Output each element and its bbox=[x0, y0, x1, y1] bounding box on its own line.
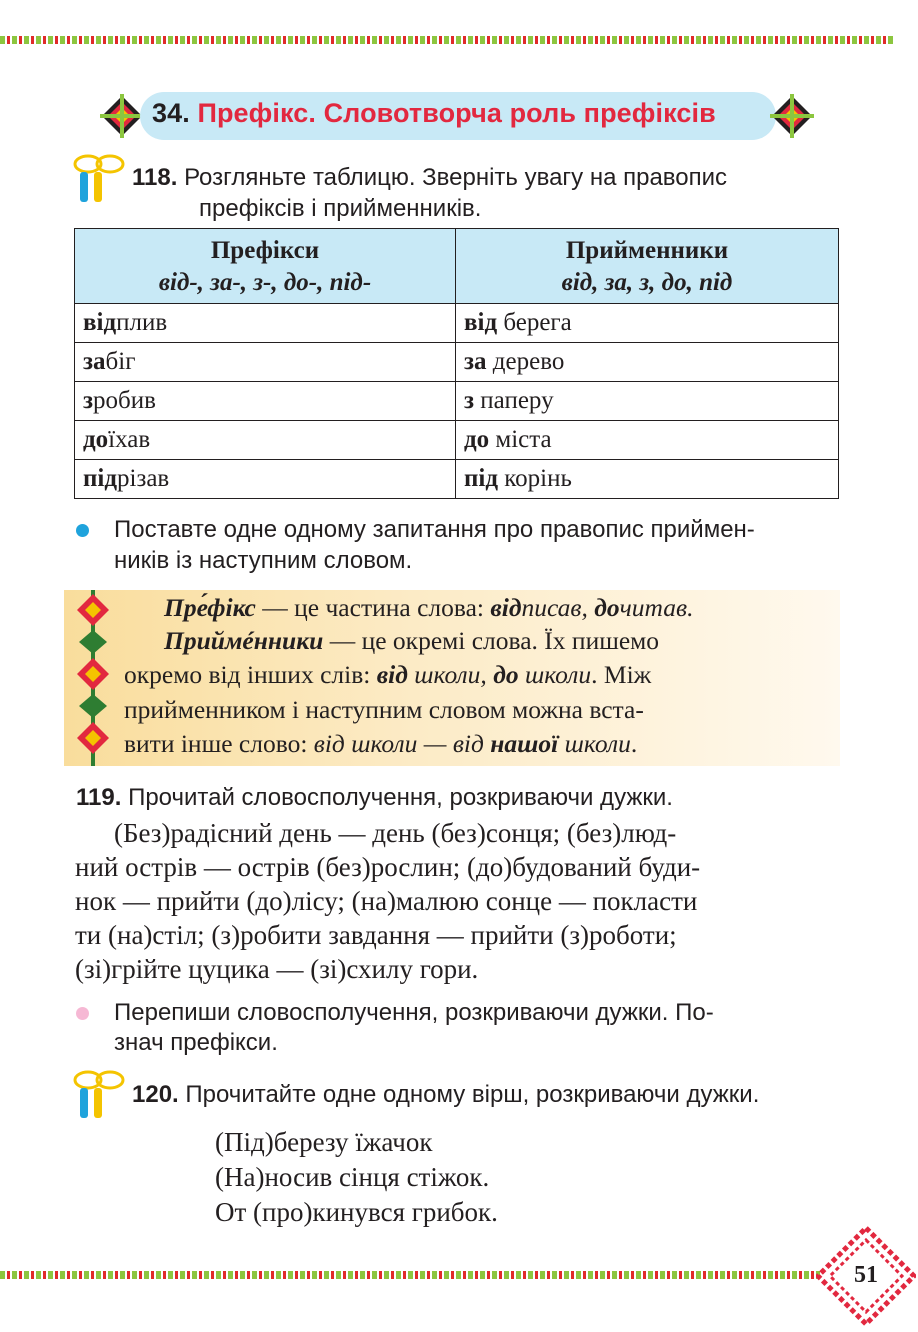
rule-line5: вити інше слово: від школи — від нашої школи. bbox=[124, 729, 638, 758]
ribbon-bow-icon bbox=[72, 1066, 126, 1122]
table-row bbox=[75, 460, 839, 499]
embroidery-column-icon bbox=[72, 590, 114, 766]
table-cell: за дерево bbox=[456, 343, 839, 382]
exercise-119-line: ти (на)стіл; (з)робити завдання — прийти (з)роботи; bbox=[75, 920, 677, 950]
page-number: 51 bbox=[854, 1262, 878, 1288]
table-cell: забіг bbox=[75, 343, 456, 382]
rule-line3: окремо від інших слів: від школи, до школи. Між bbox=[124, 660, 652, 689]
task-119-line2: знач префікси. bbox=[114, 1029, 278, 1056]
top-decorative-border bbox=[0, 36, 895, 44]
prefix-preposition-table bbox=[74, 228, 839, 499]
table-header-prefixes: Префікси від-, за-, з-, до-, під- bbox=[75, 229, 456, 304]
task-119-line1: Перепиши словосполучення, розкриваючи дужки. По- bbox=[114, 999, 714, 1026]
exercise-119-line: нок — прийти (до)лісу; (на)малюю сонце — покласти bbox=[75, 886, 698, 916]
exercise-text: Прочитайте одне одному вірш, розкриваючи дужки. bbox=[185, 1081, 760, 1108]
exercise-119-heading bbox=[76, 782, 673, 814]
exercise-118-line2: префіксів і прийменників. bbox=[199, 195, 482, 222]
table-cell: з паперу bbox=[456, 382, 839, 421]
table-row bbox=[75, 382, 839, 421]
table-cell: зробив bbox=[75, 382, 456, 421]
table-header-row bbox=[75, 229, 839, 304]
rule-line4: прийменником і наступним словом можна вста- bbox=[124, 695, 644, 724]
exercise-number: 120. bbox=[132, 1081, 179, 1108]
rule-line1: Пре́фікс — це частина слова: відписав, дочитав. bbox=[164, 593, 694, 622]
table-cell: відплив bbox=[75, 304, 456, 343]
table-row bbox=[75, 343, 839, 382]
table-cell: до міста bbox=[456, 421, 839, 460]
exercise-119-line: (Без)радісний день — день (без)сонця; (без)люд- bbox=[114, 818, 677, 848]
table-row bbox=[75, 304, 839, 343]
exercise-text: Розгляньте таблицю. Зверніть увагу на правопис bbox=[184, 164, 728, 191]
lesson-number: 34. bbox=[152, 98, 190, 128]
table-cell: від берега bbox=[456, 304, 839, 343]
task-bullet-icon bbox=[76, 524, 89, 537]
exercise-number: 119. bbox=[76, 784, 122, 811]
bottom-decorative-border bbox=[0, 1271, 820, 1279]
page-title bbox=[152, 98, 716, 129]
exercise-120-heading bbox=[132, 1079, 759, 1111]
exercise-119-line: ний острів — острів (без)рослин; (до)будований буди- bbox=[75, 852, 701, 882]
exercise-118-line1 bbox=[132, 162, 727, 194]
task-118-line1: Поставте одне одному запитання про правопис приймен- bbox=[114, 516, 755, 543]
exercise-119-line: (зі)грійте цуцика — (зі)схилу гори. bbox=[75, 954, 479, 984]
exercise-number: 118. bbox=[132, 164, 178, 191]
table-cell: підрізав bbox=[75, 460, 456, 499]
poem-line: (Під)березу їжачок bbox=[215, 1127, 433, 1157]
poem-line: От (про)кинувся грибок. bbox=[215, 1197, 498, 1227]
poem-line: (На)носив сінця стіжок. bbox=[215, 1162, 490, 1192]
exercise-text: Прочитай словосполучення, розкриваючи дужки. bbox=[128, 784, 673, 811]
ribbon-bow-icon bbox=[72, 150, 126, 206]
table-header-prepositions: Прийменники від, за, з, до, під bbox=[456, 229, 839, 304]
embroidery-ornament-icon bbox=[770, 94, 814, 138]
embroidery-ornament-icon bbox=[100, 94, 144, 138]
task-118-line2: ників із наступним словом. bbox=[114, 547, 413, 574]
lesson-title: Префікс. Словотворча роль префіксів bbox=[197, 98, 716, 128]
task-bullet-icon bbox=[76, 1007, 89, 1020]
table-cell: доїхав bbox=[75, 421, 456, 460]
table-row bbox=[75, 421, 839, 460]
rule-line2: Приймéнники — це окремі слова. Їх пишемо bbox=[164, 626, 660, 655]
table-cell: під корінь bbox=[456, 460, 839, 499]
